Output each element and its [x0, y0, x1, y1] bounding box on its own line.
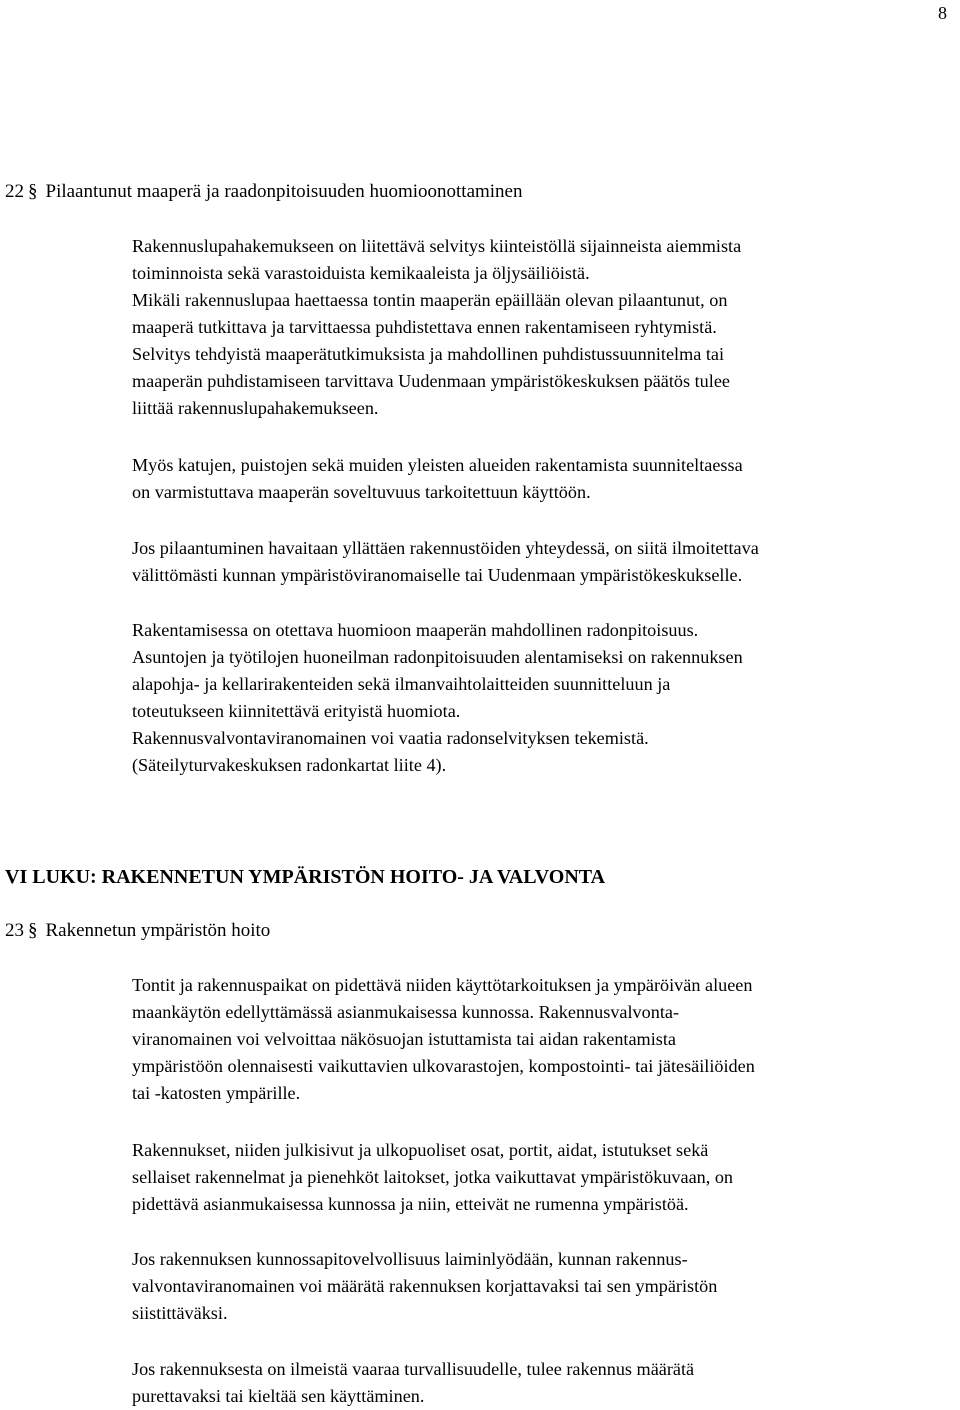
paragraph — [132, 1356, 954, 1410]
text-line: maaperä tutkittava ja tarvittaessa puhdistettava ennen rakentamiseen ryhtymistä. — [132, 317, 717, 337]
text-line: maankäytön edellyttämässä asianmukaisessa kunnossa. Rakennusvalvonta- — [132, 1002, 680, 1022]
paragraph — [132, 1137, 954, 1218]
text-line: toteutukseen kiinnitettävä erityistä huomiota. — [132, 701, 461, 721]
section-title: Pilaantunut maaperä ja raadonpitoisuuden huomioonottaminen — [45, 181, 523, 202]
paragraph — [132, 452, 954, 506]
text-line: purettavaksi tai kieltää sen käyttäminen. — [132, 1386, 425, 1406]
text-line: siistittäväksi. — [132, 1303, 228, 1323]
paragraph — [132, 1246, 954, 1327]
text-line: Jos pilaantuminen havaitaan yllättäen rakennustöiden yhteydessä, on siitä ilmoitettava — [132, 538, 759, 558]
paragraph — [132, 535, 954, 589]
text-line: Rakennusvalvontaviranomainen voi vaatia radonselvityksen tekemistä. — [132, 728, 649, 748]
text-line: Tontit ja rakennuspaikat on pidettävä niiden käyttötarkoituksen ja ympäröivän alueen — [132, 975, 753, 995]
text-line: liittää rakennuslupahakemukseen. — [132, 398, 379, 418]
section-title: Rakennetun ympäristön hoito — [45, 920, 271, 941]
section-symbol: § — [28, 181, 38, 202]
section-number: 23 — [5, 920, 24, 941]
text-line: ympäristöön olennaisesti vaikuttavien ulkovarastojen, kompostointi- tai jätesäiliöiden — [132, 1056, 755, 1076]
text-line: maaperän puhdistamiseen tarvittava Uudenmaan ympäristökeskuksen päätös tulee — [132, 371, 730, 391]
text-line: pidettävä asianmukaisessa kunnossa ja niin, etteivät ne rumenna ympäristöä. — [132, 1194, 689, 1214]
text-line: viranomainen voi velvoittaa näkösuojan istuttamista tai aidan rakentamista — [132, 1029, 676, 1049]
text-line: Rakennuslupahakemukseen on liitettävä selvitys kiinteistöllä sijainneista aiemmista — [132, 236, 742, 256]
text-line: (Säteilyturvakeskuksen radonkartat liite 4). — [132, 755, 447, 775]
text-line: Jos rakennuksen kunnossapitovelvollisuus laiminlyödään, kunnan rakennus- — [132, 1249, 688, 1269]
text-line: valvontaviranomainen voi määrätä rakennuksen korjattavaksi tai sen ympäristön — [132, 1276, 718, 1296]
chapter-heading: VI LUKU: RAKENNETUN YMPÄRISTÖN HOITO- JA VALVONTA — [5, 866, 606, 888]
text-line: Rakennukset, niiden julkisivut ja ulkopuoliset osat, portit, aidat, istutukset sekä — [132, 1140, 709, 1160]
paragraph — [132, 617, 954, 779]
paragraph — [132, 233, 954, 422]
text-line: sellaiset rakennelmat ja pienehköt laitokset, jotka vaikuttavat ympäristökuvaan, on — [132, 1167, 734, 1187]
section-number: 22 — [5, 181, 24, 202]
paragraph — [132, 972, 954, 1107]
text-line: Myös katujen, puistojen sekä muiden yleisten alueiden rakentamista suunniteltaessa — [132, 455, 743, 475]
text-line: Rakentamisessa on otettava huomioon maaperän mahdollinen radonpitoisuus. — [132, 620, 699, 640]
text-line: Mikäli rakennuslupaa haettaessa tontin maaperän epäillään olevan pilaantunut, on — [132, 290, 728, 310]
page-number: 8 — [938, 3, 947, 23]
section-symbol: § — [28, 920, 38, 941]
text-line: on varmistuttava maaperän soveltuvuus tarkoitettuun käyttöön. — [132, 482, 591, 502]
text-line: alapohja- ja kellarirakenteiden sekä ilmanvaihtolaitteiden suunnitteluun ja — [132, 674, 671, 694]
text-line: Jos rakennuksesta on ilmeistä vaaraa turvallisuudelle, tulee rakennus määrätä — [132, 1359, 695, 1379]
text-line: tai -katosten ympärille. — [132, 1083, 301, 1103]
text-line: Asuntojen ja työtilojen huoneilman radonpitoisuuden alentamiseksi on rakennuksen — [132, 647, 743, 667]
section-23-heading — [5, 919, 270, 943]
section-22-heading — [5, 180, 523, 204]
text-line: Selvitys tehdyistä maaperätutkimuksista ja mahdollinen puhdistussuunnitelma tai — [132, 344, 725, 364]
text-line: toiminnoista sekä varastoiduista kemikaaleista ja öljysäiliöistä. — [132, 263, 590, 283]
text-line: välittömästi kunnan ympäristöviranomaiselle tai Uudenmaan ympäristökeskukselle. — [132, 565, 743, 585]
